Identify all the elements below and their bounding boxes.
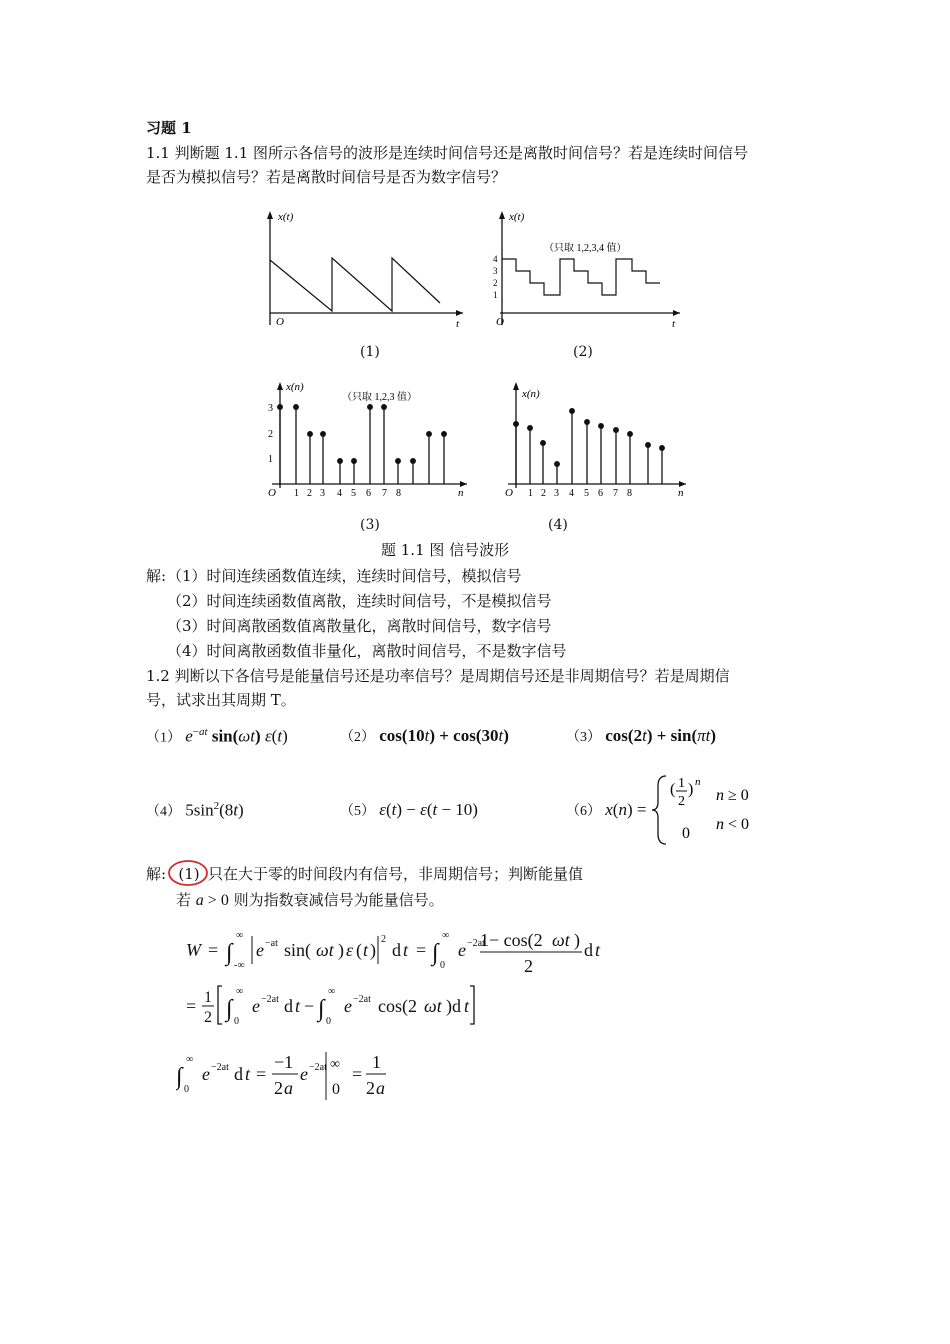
panel3-xtick-4: 4 xyxy=(337,488,342,499)
svg-text:d: d xyxy=(234,1064,243,1084)
panel3-xtick-5: 5 xyxy=(351,488,356,499)
answer-1-2-prefix: 解: xyxy=(146,865,167,883)
panel3-stems xyxy=(278,405,447,484)
panel4-xlabel: n xyxy=(678,487,684,499)
svg-text:1− cos(2: 1− cos(2 xyxy=(480,930,543,950)
svg-text:∞: ∞ xyxy=(236,930,244,941)
signal-3: （3） cos(2t) + sin(πt) xyxy=(566,726,717,745)
svg-text:1: 1 xyxy=(678,776,685,791)
answer-1-1-item-2: （2）时间连续函数值离散，连续时间信号，不是模拟信号 xyxy=(167,592,552,610)
signal-1: （1） $e^{-at}$ sin(ωt) ε(t) xyxy=(146,726,288,746)
svg-text:): ) xyxy=(370,940,376,960)
panel2-ytick-1: 1 xyxy=(493,290,498,300)
signal-4: （4） $5\sin^2(8t)$ xyxy=(146,800,244,820)
svg-text:0: 0 xyxy=(332,1081,340,1098)
panel4-ylabel: x(n) xyxy=(522,388,540,400)
signal-2: （2） cos(10t) + cos(30t) xyxy=(340,726,509,745)
question-1-1-line2: 是否为模拟信号？若是离散时间信号是否为数字信号？ xyxy=(146,168,507,186)
svg-text:e: e xyxy=(300,1064,308,1084)
svg-text:e: e xyxy=(252,996,260,1016)
svg-text:2: 2 xyxy=(366,1078,375,1098)
svg-text:−2at: −2at xyxy=(211,1062,229,1073)
panel2-xlabel: t xyxy=(672,318,676,330)
waveform-panel-1 xyxy=(258,205,470,335)
panel2-origin: O xyxy=(496,316,504,328)
svg-text:W: W xyxy=(186,940,201,960)
waveform-panel-4 xyxy=(502,378,692,508)
svg-text:−1: −1 xyxy=(274,1052,294,1072)
svg-text:∫: ∫ xyxy=(176,1064,183,1090)
exponential-integral-result xyxy=(176,1046,436,1106)
svg-text:∫: ∫ xyxy=(226,996,233,1022)
panel2-ytick-4: 4 xyxy=(493,254,498,264)
svg-text:2: 2 xyxy=(381,934,386,945)
panel4-xtick-6: 6 xyxy=(598,488,603,499)
svg-text:d: d xyxy=(392,940,401,960)
svg-text:ωt: ωt xyxy=(316,940,334,960)
answer-1-1-prefix: 解: xyxy=(146,567,167,585)
svg-text:0: 0 xyxy=(234,1016,239,1027)
svg-text:−2at: −2at xyxy=(353,994,371,1005)
svg-text:∞: ∞ xyxy=(328,986,336,997)
panel3-xtick-2: 2 xyxy=(307,488,312,499)
question-1-1-line1: 1.1 判断题 1.1 图所示各信号的波形是连续时间信号还是离散时间信号？若是连续时间信号 xyxy=(146,144,749,162)
svg-text:=: = xyxy=(256,1064,267,1084)
svg-text:1: 1 xyxy=(204,989,212,1006)
svg-text:2: 2 xyxy=(274,1078,283,1098)
panel3-xtick-3: 3 xyxy=(320,488,325,499)
svg-text:a: a xyxy=(284,1078,293,1098)
svg-text:0: 0 xyxy=(682,825,690,842)
answer-1-2-line1: 只在大于零的时间段内有信号，非周期信号；判断能量值 xyxy=(208,865,584,883)
figure-caption: 题 1.1 图 信号波形 xyxy=(381,541,510,559)
svg-text:ε: ε xyxy=(346,940,354,960)
panel4-xtick-5: 5 xyxy=(584,488,589,499)
panel3-xtick-7: 7 xyxy=(382,488,387,499)
panel1-origin: O xyxy=(276,316,284,328)
panel4-xtick-7: 7 xyxy=(613,488,618,499)
svg-text:sin(: sin( xyxy=(284,940,311,960)
svg-text:d: d xyxy=(584,940,593,960)
waveform-panel-2 xyxy=(488,205,688,335)
svg-text:2: 2 xyxy=(678,794,685,809)
panel4-xtick-4: 4 xyxy=(569,488,574,499)
svg-text:)d: )d xyxy=(446,996,461,1016)
svg-text:0: 0 xyxy=(184,1084,189,1095)
panel3-ylabel: x(n) xyxy=(286,381,304,393)
svg-text:2: 2 xyxy=(524,956,533,976)
svg-text:e: e xyxy=(202,1064,210,1084)
svg-text:∞: ∞ xyxy=(186,1054,194,1065)
svg-text:n: n xyxy=(695,776,701,788)
svg-text:−2at: −2at xyxy=(261,994,279,1005)
svg-text:(: ( xyxy=(356,940,362,960)
waveform-panel-3 xyxy=(262,378,474,508)
svg-text:∫: ∫ xyxy=(226,940,233,966)
svg-text:∞: ∞ xyxy=(236,986,244,997)
panel3-xtick-6: 6 xyxy=(366,488,371,499)
panel1-xlabel: t xyxy=(456,318,460,330)
svg-text:(: ( xyxy=(670,781,676,798)
svg-text:∫: ∫ xyxy=(318,996,325,1022)
panel3-xtick-8: 8 xyxy=(396,488,401,499)
signal-5: （5） ε(t) − ε(t − 10) xyxy=(340,800,478,819)
svg-text:=: = xyxy=(416,940,427,960)
svg-text:n: n xyxy=(716,816,724,833)
panel3-origin: O xyxy=(268,487,276,499)
panel1-ylabel: x(t) xyxy=(278,211,294,223)
svg-text:): ) xyxy=(338,940,344,960)
svg-text:t: t xyxy=(245,1064,251,1084)
svg-text:∞: ∞ xyxy=(330,1057,340,1072)
panel4-xtick-2: 2 xyxy=(541,488,546,499)
svg-text:d: d xyxy=(284,996,293,1016)
svg-text:t: t xyxy=(295,996,301,1016)
svg-text:): ) xyxy=(688,781,694,798)
panel2-ytick-2: 2 xyxy=(493,278,498,288)
svg-text:ωt: ωt xyxy=(552,930,570,950)
panel4-xtick-1: 1 xyxy=(528,488,533,499)
svg-text:−at: −at xyxy=(265,938,278,949)
svg-text:cos(2: cos(2 xyxy=(378,996,417,1016)
svg-text:t: t xyxy=(595,940,601,960)
svg-text:): ) xyxy=(574,930,580,950)
exercise-heading: 习题 1 xyxy=(146,119,192,137)
svg-text:0: 0 xyxy=(440,960,445,971)
svg-text:t: t xyxy=(464,996,470,1016)
svg-text:−2at: −2at xyxy=(467,938,485,949)
energy-integral-equation xyxy=(176,922,616,1032)
svg-text:∫: ∫ xyxy=(432,940,439,966)
red-annotation-circle xyxy=(166,858,210,888)
panel-label-4: (4) xyxy=(548,517,568,533)
svg-text:=: = xyxy=(352,1064,363,1084)
svg-text:=: = xyxy=(186,996,197,1016)
signal-6-cases xyxy=(652,772,762,848)
svg-text:< 0: < 0 xyxy=(728,816,750,833)
panel3-xlabel: n xyxy=(458,487,464,499)
question-1-2-line2: 号，试求出其周期 T。 xyxy=(146,691,296,709)
question-1-2-line1: 1.2 判断以下各信号是能量信号还是功率信号？是周期信号还是非周期信号？若是周期信 xyxy=(146,667,730,685)
sawtooth-curve xyxy=(270,258,440,311)
panel3-ytick-1: 1 xyxy=(268,454,273,465)
svg-text:−: − xyxy=(304,996,315,1016)
svg-text:≥ 0: ≥ 0 xyxy=(728,787,749,804)
panel2-ylabel: x(t) xyxy=(509,211,525,223)
svg-text:e: e xyxy=(344,996,352,1016)
svg-text:a: a xyxy=(376,1078,385,1098)
panel4-xtick-3: 3 xyxy=(554,488,559,499)
panel-label-1: (1) xyxy=(360,344,380,360)
answer-1-1-item-3: （3）时间离散函数值离散量化，离散时间信号，数字信号 xyxy=(167,617,552,635)
panel2-ytick-3: 3 xyxy=(493,266,498,276)
panel4-xtick-8: 8 xyxy=(627,488,632,499)
svg-text:=: = xyxy=(208,940,219,960)
answer-1-2-circled-number: (1) xyxy=(178,865,200,883)
svg-text:e: e xyxy=(458,940,466,960)
panel2-note: （只取 1,2,3,4 值） xyxy=(544,243,627,254)
svg-text:2: 2 xyxy=(204,1009,212,1026)
panel3-ytick-3: 3 xyxy=(268,403,273,414)
answer-1-2-line2: 若 a > 0 则为指数衰减信号为能量信号。 xyxy=(176,891,444,909)
svg-text:∞: ∞ xyxy=(442,930,450,941)
panel3-xtick-1: 1 xyxy=(294,488,299,499)
svg-text:t: t xyxy=(403,940,409,960)
staircase-curve xyxy=(502,259,660,295)
svg-text:0: 0 xyxy=(326,1016,331,1027)
answer-1-1-item-4: （4）时间离散函数值非量化，离散时间信号，不是数字信号 xyxy=(167,642,567,660)
panel4-stems xyxy=(514,409,665,484)
panel4-origin: O xyxy=(505,487,513,499)
panel3-note: （只取 1,2,3 值） xyxy=(342,392,417,403)
panel3-ytick-2: 2 xyxy=(268,429,273,440)
signal-6: （6） x(n) = xyxy=(566,800,647,819)
answer-1-1-item-1: （1）时间连续函数值连续，连续时间信号，模拟信号 xyxy=(167,567,522,585)
panel-label-2: (2) xyxy=(573,344,593,360)
svg-text:ωt: ωt xyxy=(424,996,442,1016)
svg-text:e: e xyxy=(256,940,264,960)
svg-text:1: 1 xyxy=(372,1052,381,1072)
svg-text:−2at: −2at xyxy=(309,1062,327,1073)
panel-label-3: (3) xyxy=(360,517,380,533)
svg-text:-∞: -∞ xyxy=(234,960,245,971)
svg-text:t: t xyxy=(363,940,369,960)
svg-text:n: n xyxy=(716,787,724,804)
